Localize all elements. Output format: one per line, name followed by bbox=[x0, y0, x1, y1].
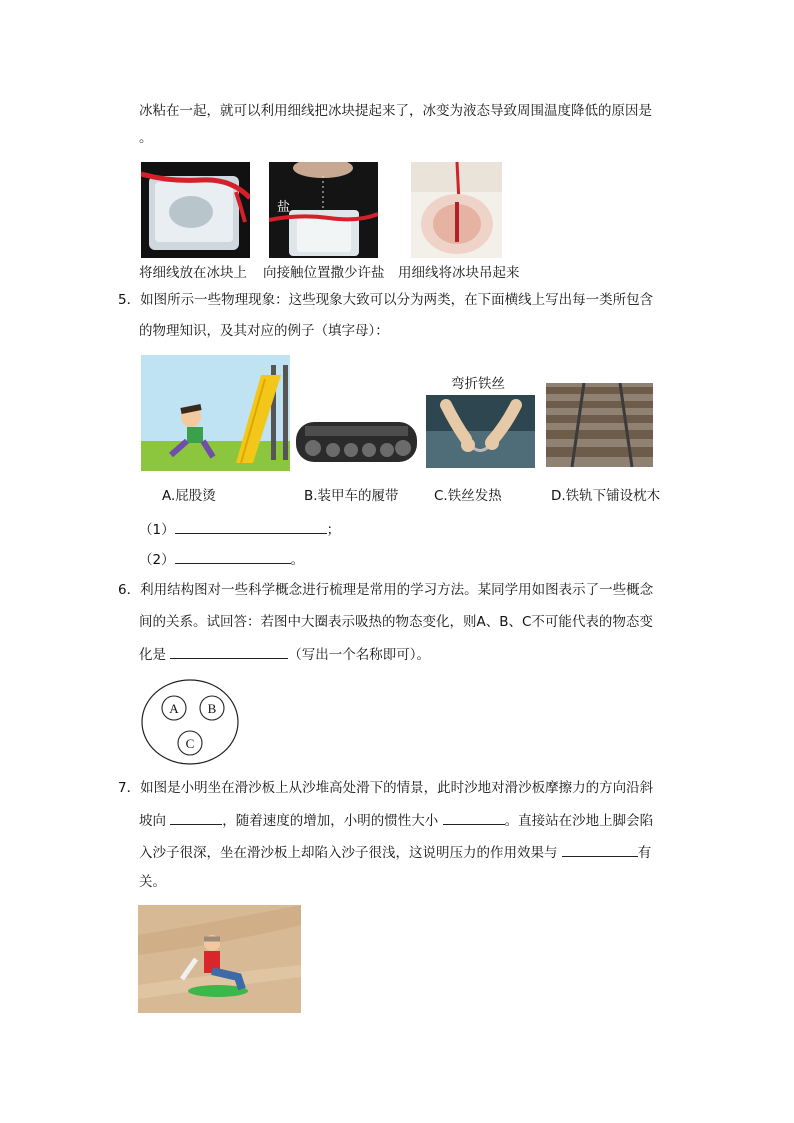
q5-answer-2-prefix: （2） bbox=[139, 552, 175, 568]
q6-text-line2: 间的关系。试回答：若图中大圈表示吸热的物态变化，则A、B、C不可能代表的物态变 bbox=[139, 614, 653, 630]
q4-caption-3: 用细线将冰块吊起来 bbox=[398, 265, 520, 281]
rail-sleepers-photo bbox=[546, 383, 653, 467]
lifted-ice-photo bbox=[411, 162, 502, 258]
q7-blank-3[interactable] bbox=[562, 842, 638, 857]
q7-text-line1: 7．如图是小明坐在滑沙板上从沙堆高处滑下的情景，此时沙地对滑沙板摩擦力的方向沿斜 bbox=[118, 780, 654, 796]
label-a: A bbox=[169, 701, 179, 716]
q5-text-line1: 5．如图所示一些物理现象：这些现象大致可以分为两类，在下面横线上写出每一类所包含 bbox=[118, 292, 654, 308]
q5-text-line2: 的物理知识，及其对应的例子（填字母）： bbox=[139, 323, 389, 339]
q7-line3-b: 有 bbox=[637, 845, 652, 861]
q5-option-b: B.装甲车的履带 bbox=[304, 488, 399, 504]
q5-option-d: D.铁轨下铺设枕木 bbox=[551, 488, 661, 504]
q7-line2-a: 坡向 bbox=[139, 813, 171, 829]
q6-text-line3 bbox=[139, 644, 430, 665]
q5-answer-1-prefix: （1） bbox=[139, 522, 175, 538]
q7-text-line4: 关。 bbox=[139, 874, 166, 890]
salt-ice-photo bbox=[269, 162, 378, 258]
bending-wire-label: 弯折铁丝 bbox=[451, 376, 505, 392]
q5-option-a: A.屁股烫 bbox=[162, 488, 216, 504]
sand-sledding-photo bbox=[138, 905, 301, 1013]
concept-circle-diagram bbox=[140, 678, 240, 768]
q5-blank-2[interactable] bbox=[175, 549, 291, 564]
q4-caption-2: 向接触位置撒少许盐 bbox=[263, 265, 385, 281]
bending-wire-photo bbox=[426, 395, 535, 468]
q6-line3-prefix: 化是 bbox=[139, 647, 171, 663]
q5-answer-1 bbox=[139, 519, 340, 540]
q6-blank[interactable] bbox=[170, 644, 288, 659]
q4-caption-1: 将细线放在冰块上 bbox=[139, 265, 247, 281]
q7-blank-2[interactable] bbox=[443, 810, 505, 825]
q5-blank-1[interactable] bbox=[175, 519, 327, 534]
tank-track-photo bbox=[293, 416, 420, 469]
slide-photo bbox=[141, 355, 290, 471]
q6-line3-suffix: （写出一个名称即可）。 bbox=[288, 647, 431, 663]
big-circle bbox=[142, 680, 238, 764]
q7-line2-b: ，随着速度的增加，小明的惯性大小 bbox=[222, 813, 443, 829]
label-c: C bbox=[185, 736, 195, 751]
q7-text-line3 bbox=[139, 842, 651, 863]
q7-line2-c: 。直接站在沙地上脚会陷 bbox=[504, 813, 654, 829]
q5-option-c: C.铁丝发热 bbox=[434, 488, 502, 504]
label-b: B bbox=[207, 701, 217, 716]
q7-line3-a: 入沙子很深，坐在滑沙板上却陷入沙子很浅，这说明压力的作用效果与 bbox=[139, 845, 562, 861]
q5-answer-2 bbox=[139, 549, 304, 570]
q4-text-line1: 冰粘在一起，就可以利用细线把冰块提起来了，冰变为液态导致周围温度降低的原因是 bbox=[139, 103, 652, 119]
q4-text-line2: 。 bbox=[139, 130, 153, 146]
salt-label: 盐 bbox=[277, 200, 291, 215]
q7-blank-1[interactable] bbox=[170, 810, 222, 825]
q5-answer-2-suffix: 。 bbox=[290, 552, 305, 568]
q6-text-line1: 6．利用结构图对一些科学概念进行梳理是常用的学习方法。某同学用如图表示了一些概念 bbox=[118, 582, 654, 598]
q5-answer-1-suffix: ； bbox=[326, 522, 341, 538]
ice-thread-photo bbox=[141, 162, 250, 258]
q7-text-line2 bbox=[139, 810, 653, 831]
